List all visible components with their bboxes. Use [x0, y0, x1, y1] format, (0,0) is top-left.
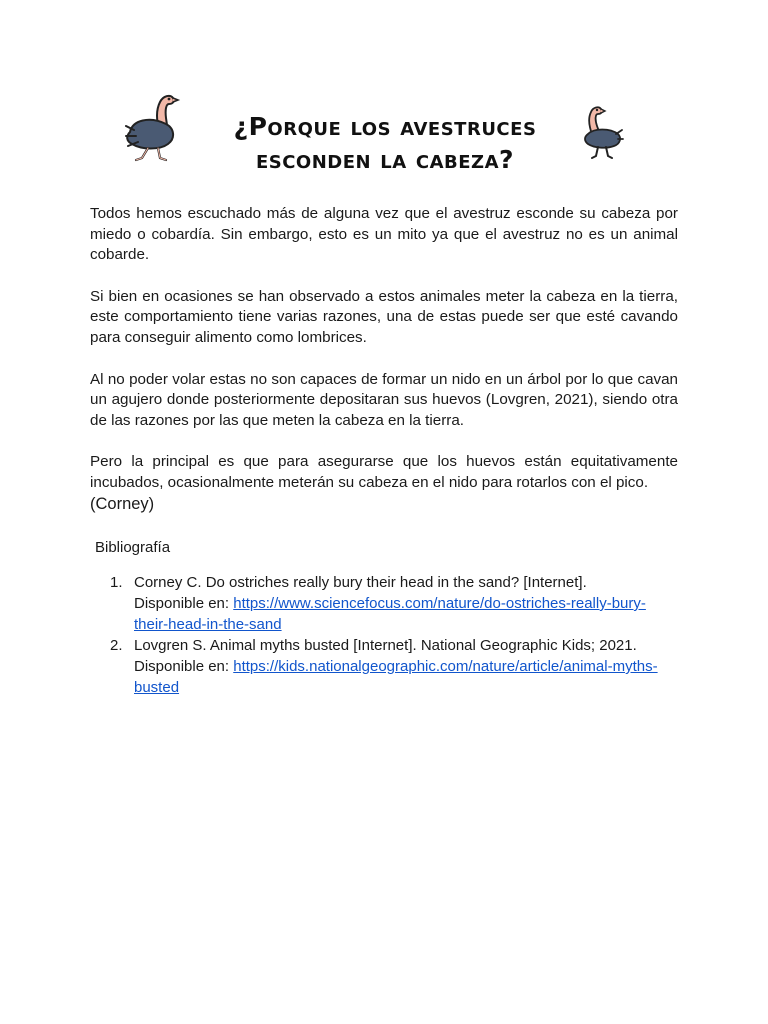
- paragraph-with-citation: [90, 452, 678, 514]
- title-line-1: ¿Porque los avestruces: [233, 112, 537, 141]
- header: [0, 80, 768, 180]
- article-body: [90, 204, 678, 535]
- ostrich-icon: [576, 104, 624, 160]
- paragraph: Al no poder volar estas no son capaces de formar un nido en un árbol por lo que cavan un agujero donde posteriormente depositaran sus huevos (Lovgren, 2021), siendo otra de las razones por las que meten la cabeza en la tierra.: [90, 370, 678, 429]
- available-label: Disponible en:: [134, 658, 234, 675]
- paragraph: Todos hemos escuchado más de alguna vez que el avestruz esconde su cabeza por miedo o cobardía. Sin embargo, esto es un mito ya que el avestruz no es un animal cobarde.: [90, 205, 678, 264]
- list-item: [110, 635, 680, 698]
- ostrich-icon: [120, 92, 186, 164]
- page-title: [200, 110, 570, 176]
- list-number: 2.: [110, 637, 123, 654]
- paragraph: Si bien en ocasiones se han observado a estos animales meter la cabeza en la tierra, este comportamiento tiene varias razones, una de estas puede ser que esté cavando para conseguir alimento como lombrices.: [90, 287, 678, 346]
- title-line-2: esconden la cabeza?: [255, 145, 515, 174]
- bibliography-list: [110, 572, 680, 698]
- list-number: 1.: [110, 574, 123, 591]
- citation: (Corney): [90, 494, 155, 513]
- bibliography-heading: Bibliografía: [95, 539, 171, 556]
- list-item: [110, 572, 680, 635]
- available-label: Disponible en:: [134, 595, 234, 612]
- paragraph-text: Pero la principal es que para asegurarse que los huevos están equitativamente incubados, ocasionalmente meterán su cabeza en el nido para rotarlos con el pico.: [90, 453, 678, 491]
- reference-text: Lovgren S. Animal myths busted [Internet]. National Geographic Kids; 2021.: [134, 637, 637, 654]
- reference-link[interactable]: https://kids.nationalgeographic.com/nature/article/animal-myths-busted: [134, 658, 658, 696]
- reference-text: Corney C. Do ostriches really bury their head in the sand? [Internet].: [134, 574, 587, 591]
- reference-link[interactable]: https://www.sciencefocus.com/nature/do-ostriches-really-bury-their-head-in-the-sand: [134, 595, 646, 633]
